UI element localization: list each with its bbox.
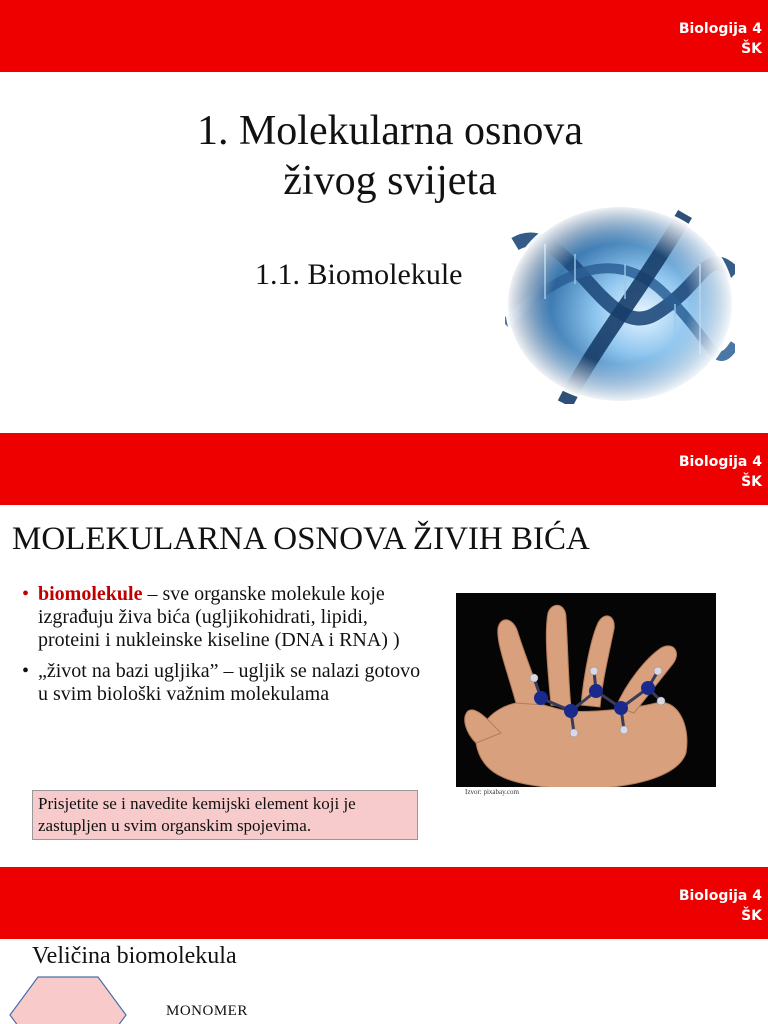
bullet-dot: • [22, 660, 30, 682]
bullet-zivot [22, 660, 422, 706]
question-box: Prisjetite se i navedite kemijski element koji je zastupljen u svim organskim spojevima. [32, 790, 418, 840]
slide-1 [0, 0, 768, 433]
course-tag: Biologija 4 ŠK [678, 21, 762, 57]
header-band [0, 0, 768, 72]
bullet-text: – sve organske molekule koje izgrađuju živa bića (ugljikohidrati, lipidi, proteini i nukleinske kiseline (DNA i RNA) ) [38, 583, 400, 651]
course-tag: Biologija 4 ŠK [678, 888, 762, 924]
hand-molecule-image [456, 593, 716, 787]
dna-helix-image [505, 204, 735, 404]
monomer-label: MONOMER [166, 1003, 248, 1019]
header-band [0, 867, 768, 939]
header-band [0, 433, 768, 505]
slide-subtitle: 1.1. Biomolekule [255, 258, 463, 291]
slide-3 [0, 867, 768, 1024]
bullet-dot: • [22, 583, 30, 605]
bullet-biomolekule [22, 583, 422, 652]
bullet-text: „život na bazi ugljika” – ugljik se nalazi gotovo u svim biološki važnim molekulama [38, 660, 421, 705]
course-tag: Biologija 4 ŠK [678, 454, 762, 490]
bullet-list [22, 583, 422, 714]
slide-title: MOLEKULARNA OSNOVA ŽIVIH BIĆA [12, 521, 590, 557]
slide-title: Veličina biomolekula [32, 943, 237, 969]
slide-title: 1. Molekularna osnova živog svijeta [196, 108, 584, 204]
image-credit: Izvor: pixabay.com [465, 788, 519, 796]
monomer-hexagon [8, 975, 128, 1024]
keyword: biomolekule [38, 583, 143, 605]
slide-2 [0, 433, 768, 867]
